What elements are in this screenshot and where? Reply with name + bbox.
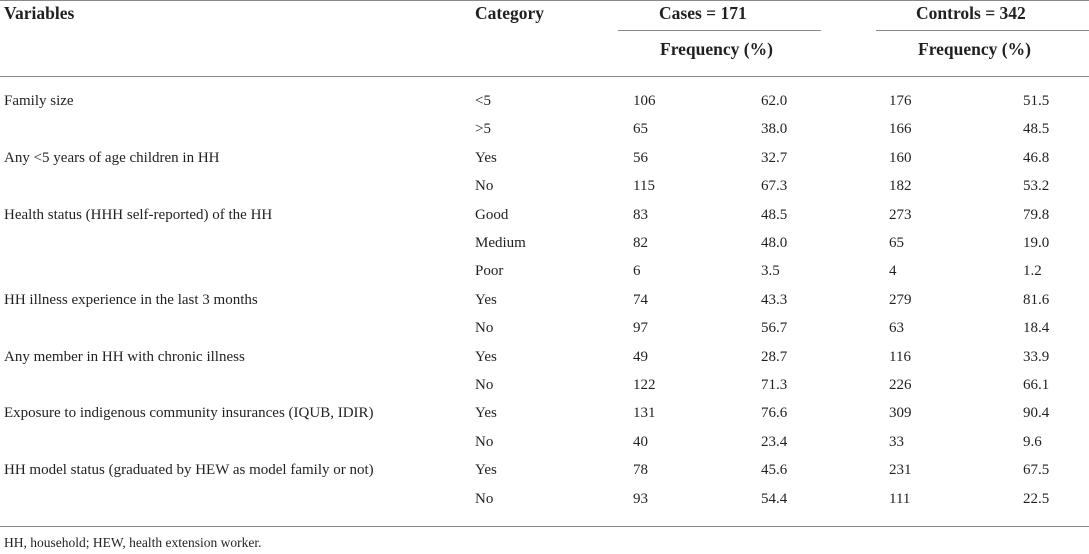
cell-cases-percent: 32.7: [761, 150, 788, 166]
cell-controls-percent: 33.9: [1023, 349, 1050, 365]
cell-controls-count: 166: [889, 121, 912, 137]
cell-cases-count: 49: [633, 349, 648, 365]
cell-cases-percent: 62.0: [761, 93, 788, 109]
cell-category: Yes: [475, 349, 497, 365]
cell-cases-count: 65: [633, 121, 648, 137]
cell-cases-percent: 54.4: [761, 491, 788, 507]
cell-cases-percent: 45.6: [761, 462, 788, 478]
header-controls-frequency: Frequency (%): [918, 39, 1031, 59]
cell-cases-count: 6: [633, 263, 641, 279]
header-cases: Cases = 171: [659, 3, 747, 23]
cell-category: Yes: [475, 150, 497, 166]
cell-controls-count: 273: [889, 207, 912, 223]
cell-controls-count: 116: [889, 349, 911, 365]
cell-variable: Any <5 years of age children in HH: [4, 150, 220, 166]
cell-controls-percent: 22.5: [1023, 491, 1050, 507]
cell-category: No: [475, 491, 494, 507]
header-cases-frequency: Frequency (%): [660, 39, 773, 59]
cell-controls-percent: 1.2: [1023, 263, 1042, 279]
cell-controls-percent: 48.5: [1023, 121, 1050, 137]
cell-cases-count: 82: [633, 235, 648, 251]
cell-cases-percent: 76.6: [761, 405, 788, 421]
cell-cases-count: 40: [633, 434, 648, 450]
table-top-rule: [0, 0, 1089, 1]
cell-category: Medium: [475, 235, 526, 251]
cell-cases-percent: 38.0: [761, 121, 788, 137]
cell-controls-count: 182: [889, 178, 912, 194]
header-controls: Controls = 342: [916, 3, 1026, 23]
header-bottom-rule: [0, 76, 1089, 77]
cell-category: No: [475, 434, 494, 450]
table-footnote: HH, household; HEW, health extension worker.: [4, 535, 262, 550]
cell-cases-count: 122: [633, 377, 656, 393]
cell-cases-percent: 3.5: [761, 263, 780, 279]
cell-controls-count: 231: [889, 462, 912, 478]
cell-controls-percent: 79.8: [1023, 207, 1050, 223]
cell-variable: HH model status (graduated by HEW as model family or not): [4, 462, 374, 478]
cell-cases-count: 97: [633, 320, 648, 336]
cell-cases-percent: 56.7: [761, 320, 788, 336]
cell-cases-count: 83: [633, 207, 648, 223]
cell-cases-percent: 43.3: [761, 292, 788, 308]
cell-cases-percent: 48.0: [761, 235, 788, 251]
cell-controls-percent: 18.4: [1023, 320, 1050, 336]
cell-cases-count: 78: [633, 462, 648, 478]
cell-cases-percent: 71.3: [761, 377, 788, 393]
cell-controls-percent: 90.4: [1023, 405, 1050, 421]
cell-cases-count: 74: [633, 292, 648, 308]
cell-variable: Any member in HH with chronic illness: [4, 349, 245, 365]
cell-cases-percent: 28.7: [761, 349, 788, 365]
table-bottom-rule: [0, 526, 1089, 527]
cell-variable: Family size: [4, 93, 74, 109]
cell-category: No: [475, 377, 494, 393]
cell-controls-count: 33: [889, 434, 904, 450]
cell-cases-count: 115: [633, 178, 655, 194]
cell-controls-count: 279: [889, 292, 912, 308]
cell-controls-count: 111: [889, 491, 911, 507]
cell-variable: HH illness experience in the last 3 months: [4, 292, 258, 308]
cell-variable: Exposure to indigenous community insurances (IQUB, IDIR): [4, 405, 374, 421]
cell-category: No: [475, 320, 494, 336]
cell-variable: Health status (HHH self-reported) of the HH: [4, 207, 273, 223]
cell-category: Poor: [475, 263, 504, 279]
cell-cases-percent: 48.5: [761, 207, 788, 223]
cell-controls-percent: 19.0: [1023, 235, 1050, 251]
cell-controls-percent: 81.6: [1023, 292, 1050, 308]
cell-category: Good: [475, 207, 509, 223]
header-category: Category: [475, 3, 545, 23]
cell-cases-percent: 23.4: [761, 434, 788, 450]
cell-controls-percent: 51.5: [1023, 93, 1050, 109]
cell-cases-count: 56: [633, 150, 648, 166]
cell-category: <5: [475, 93, 491, 109]
cell-controls-count: 309: [889, 405, 912, 421]
cell-controls-count: 65: [889, 235, 904, 251]
cell-cases-count: 93: [633, 491, 648, 507]
cell-cases-count: 106: [633, 93, 656, 109]
cell-controls-percent: 66.1: [1023, 377, 1050, 393]
cell-controls-count: 176: [889, 93, 912, 109]
cell-controls-count: 226: [889, 377, 912, 393]
cell-controls-percent: 9.6: [1023, 434, 1042, 450]
header-variables: Variables: [4, 3, 75, 23]
cell-controls-count: 63: [889, 320, 904, 336]
cell-controls-count: 4: [889, 263, 897, 279]
cell-controls-percent: 67.5: [1023, 462, 1050, 478]
cell-category: Yes: [475, 462, 497, 478]
cell-controls-percent: 46.8: [1023, 150, 1050, 166]
cell-category: Yes: [475, 292, 497, 308]
cell-category: >5: [475, 121, 491, 137]
cell-controls-count: 160: [889, 150, 912, 166]
cell-category: Yes: [475, 405, 497, 421]
cell-cases-count: 131: [633, 405, 656, 421]
cell-controls-percent: 53.2: [1023, 178, 1050, 194]
cases-header-rule: [618, 30, 821, 31]
controls-header-rule: [876, 30, 1089, 31]
cell-cases-percent: 67.3: [761, 178, 788, 194]
cell-category: No: [475, 178, 494, 194]
